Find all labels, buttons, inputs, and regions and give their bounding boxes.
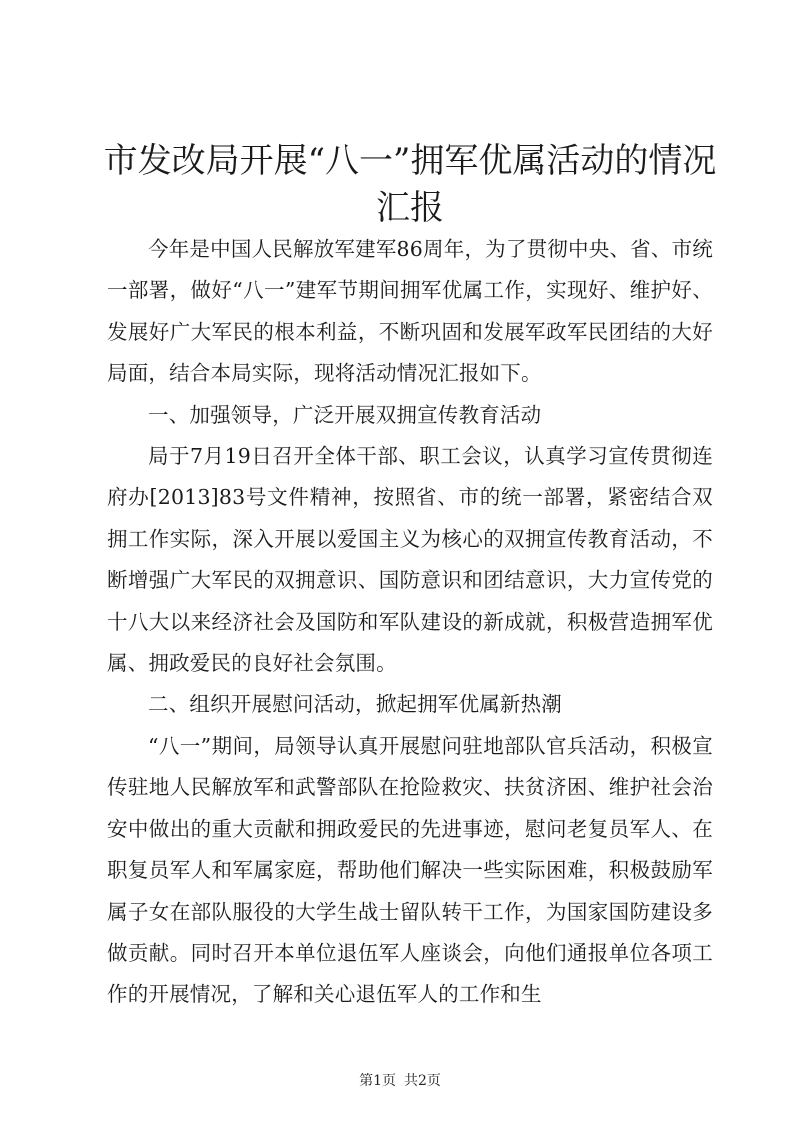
page-total: 共2页 <box>404 1073 441 1089</box>
document-title: 市发改局开展“八一”拥军优属活动的情况汇报 <box>103 141 717 228</box>
page-footer <box>0 1071 800 1091</box>
section-1-paragraph: 局于7月19日召开全体干部、职工会议，认真学习宣传贯彻连府办[2013]83号文件精神，按照省、市的统一部署，紧密结合双拥工作实际，深入开展以爱国主义为核心的双拥宣传教育活动，不断增强广大军民的双拥意识、国防意识和团结意识，大力宣传党的十八大以来经济社会及国防和军队建设的新成就，积极营造拥军优属、拥政爱民的良好社会氛围。 <box>107 444 713 676</box>
intro-paragraph: 今年是中国人民解放军建军86周年，为了贯彻中央、省、市统一部署，做好“八一”建军节期间拥军优属工作，实现好、维护好、发展好广大军民的根本利益，不断巩固和发展军政军民团结的大好局面，结合本局实际，现将活动情况汇报如下。 <box>107 237 713 386</box>
section-2-paragraph: “八一”期间，局领导认真开展慰问驻地部队官兵活动，积极宣传驻地人民解放军和武警部队在抢险救灾、扶贫济困、维护社会治安中做出的重大贡献和拥政爱民的先进事迹，慰问老复员军人、在职复员军人和军属家庭，帮助他们解决一些实际困难，积极鼓励军属子女在部队服役的大学生战士留队转干工作，为国家国防建设多做贡献。同时召开本单位退伍军人座谈会，向他们通报单位各项工作的开展情况，了解和关心退伍军人的工作和生 <box>107 733 713 1007</box>
page-number: 第1页 <box>359 1073 396 1089</box>
section-heading-1: 一、加强领导，广泛开展双拥宣传教育活动 <box>148 402 542 427</box>
document-body <box>107 229 713 1016</box>
section-heading-2: 二、组织开展慰问活动，掀起拥军优属新热潮 <box>148 692 562 717</box>
